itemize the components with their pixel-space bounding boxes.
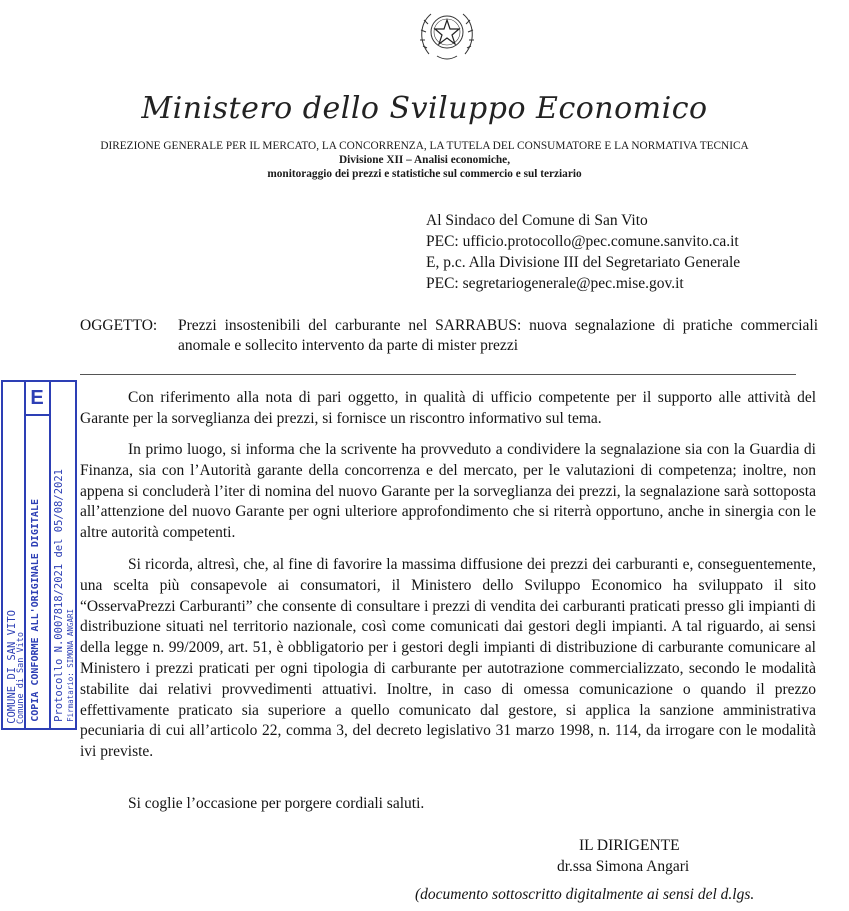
recipient-line: Al Sindaco del Comune di San Vito	[426, 212, 648, 229]
stamp-municipality-sub: Comune di San Vito	[16, 631, 26, 724]
ministry-name: Ministero dello Sviluppo Economico	[141, 91, 708, 126]
digital-signature-note: (documento sottoscritto digitalmente ai sensi del d.lgs.	[415, 886, 755, 903]
signature-name: dr.ssa Simona Angari	[557, 858, 690, 875]
direction-line: DIREZIONE GENERALE PER IL MERCATO, LA CONCORRENZA, LA TUTELA DEL CONSUMATORE E LA NORMATIVA TECNICA	[100, 140, 749, 152]
recipient-pec: PEC: ufficio.protocollo@pec.comune.sanvito.ca.it	[426, 233, 739, 250]
body-paragraph-closing: Si coglie l’occasione per porgere cordiali saluti.	[128, 795, 425, 812]
protocol-stamp	[1, 380, 77, 730]
stamp-badge: E	[30, 387, 44, 409]
division-sub-line: monitoraggio dei prezzi e statistiche sul commercio e sul terziario	[267, 168, 582, 180]
stamp-signatory: Firmatario: SIMONA ANGARI	[66, 609, 75, 722]
stamp-copy-label: COPIA CONFORME ALL'ORIGINALE DIGITALE	[30, 499, 41, 722]
stamp-municipality: COMUNE DI SAN VITO	[6, 610, 18, 724]
body-paragraph-1: Con riferimento alla nota di pari oggetto, in qualità di ufficio competente per il supporto alle attività del Garante per la sorveglianza dei prezzi, si fornisce un riscontro informativo sul tema.	[80, 389, 816, 427]
stamp-protocol: Protocollo N.0007818/2021 del 05/08/2021	[53, 469, 65, 722]
cc-pec: PEC: segretariogenerale@pec.mise.gov.it	[426, 275, 684, 292]
divider	[80, 374, 796, 375]
body-paragraph-2: In primo luogo, si informa che la scrivente ha provveduto a condividere la segnalazione sia con la Guardia di Finanza, sia con l’Autorità garante della concorrenza e del mercato, per le valutazioni di competenza; inoltre, non appena si concluderà l’iter di nomina del nuovo Garante per la sorveglianza dei prezzi, la segnalazione sarà sottoposta all’attenzione del nuovo Garante per ogni ulteriore approfondimento che si riterrà opportuno, anche in sinergia con le altre autorità competenti.	[80, 441, 816, 542]
cc-line: E, p.c. Alla Divisione III del Segretariato Generale	[426, 254, 741, 271]
body-paragraph-3: Si ricorda, altresì, che, al fine di favorire la massima diffusione dei prezzi dei carburanti e, conseguentemente, una scelta più consapevole ai consumatori, il Ministero dello Sviluppo Economico ha sviluppato il sito “OsservaPrezzi Carburanti” che consente di consultare i prezzi di vendita dei carburanti praticati presso gli impianti di distribuzione situati nel territorio nazionale, così come comunicati dai gestori degli impianti. A tal riguardo, ai sensi della legge n. 99/2009, art. 51, è obbligatorio per i gestori degli impianti di distribuzione di carburante comunicare al Ministero i prezzi praticati per ogni tipologia di carburante per autotrazione commercializzato, secondo le modalità stabilite dai relativi provvedimenti attuativi. Inoltre, in caso di omessa comunicazione o quando il prezzo effettivamente praticato sia superiore a quello comunicato dal gestore, si applica la sanzione amministrativa pecuniaria di cui all’articolo 22, comma 3, del decreto legislativo 31 marzo 1998, n. 114, da irrogare con le modalità ivi previste.	[80, 556, 816, 761]
subject-label: OGGETTO:	[80, 317, 158, 334]
subject-text: Prezzi insostenibili del carburante nel SARRABUS: nuova segnalazione di pratiche commerciali anomale e sollecito intervento da parte di mister prezzi	[178, 317, 818, 354]
signature-role: IL DIRIGENTE	[579, 837, 680, 854]
republic-emblem-icon	[415, 2, 479, 66]
division-line: Divisione XII – Analisi economiche,	[338, 154, 511, 166]
